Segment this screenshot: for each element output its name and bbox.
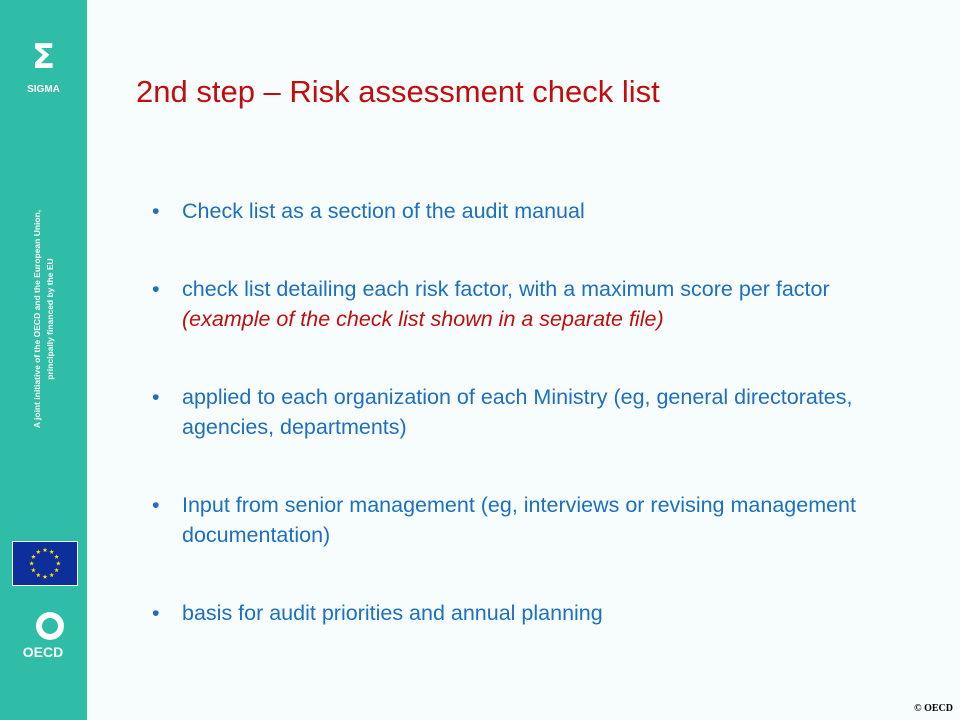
slide-title: 2nd step – Risk assessment check list — [136, 74, 660, 109]
bullet-marker: • — [152, 385, 160, 409]
bullet-item — [152, 196, 912, 226]
eu-star-icon — [56, 561, 61, 565]
bullet-list — [152, 196, 912, 628]
bullet-item — [152, 274, 912, 334]
copyright-notice: © OECD — [914, 703, 953, 714]
joint-initiative-note-line1: A joint initiative of the OECD and the European Union, — [32, 209, 42, 429]
bullet-marker: • — [152, 493, 160, 517]
bullet-item — [152, 382, 912, 442]
bullet-text: basis for audit priorities and annual planning — [182, 601, 603, 625]
bullet-emphasis-text: (example of the check list shown in a separate file) — [182, 307, 664, 331]
eu-star-icon — [31, 568, 36, 572]
bullet-text: Input from senior management (eg, interviews or revising management documentation) — [182, 493, 856, 547]
sigma-logo-icon: Σ — [31, 37, 56, 77]
joint-initiative-note-line2: principally financed by the EU — [45, 258, 55, 380]
bullet-marker: • — [152, 601, 160, 625]
eu-star-icon — [36, 573, 41, 578]
oecd-logo — [12, 610, 74, 660]
bullet-marker: • — [152, 277, 160, 301]
bullet-text: check list detailing each risk factor, with a maximum score per factor — [182, 277, 830, 301]
eu-star-icon — [31, 554, 36, 558]
eu-star-icon — [49, 549, 54, 553]
eu-star-icon — [54, 554, 59, 558]
eu-star-icon — [29, 561, 34, 565]
oecd-logo-text: OECD — [22, 644, 64, 660]
sidebar-band — [0, 0, 87, 720]
eu-star-icon — [54, 568, 59, 572]
eu-star-icon — [43, 548, 48, 552]
eu-flag-icon — [12, 541, 78, 586]
bullet-item — [152, 490, 912, 550]
bullet-item — [152, 598, 912, 628]
sigma-label: SIGMA — [27, 84, 60, 95]
bullet-text: applied to each organization of each Ministry (eg, general directorates, agencies, departments) — [182, 385, 853, 439]
bullet-text: Check list as a section of the audit manual — [182, 199, 585, 223]
eu-star-icon — [49, 573, 54, 578]
eu-star-icon — [36, 549, 41, 553]
bullet-marker: • — [152, 199, 160, 223]
eu-star-icon — [43, 574, 48, 578]
joint-initiative-note — [31, 169, 57, 469]
